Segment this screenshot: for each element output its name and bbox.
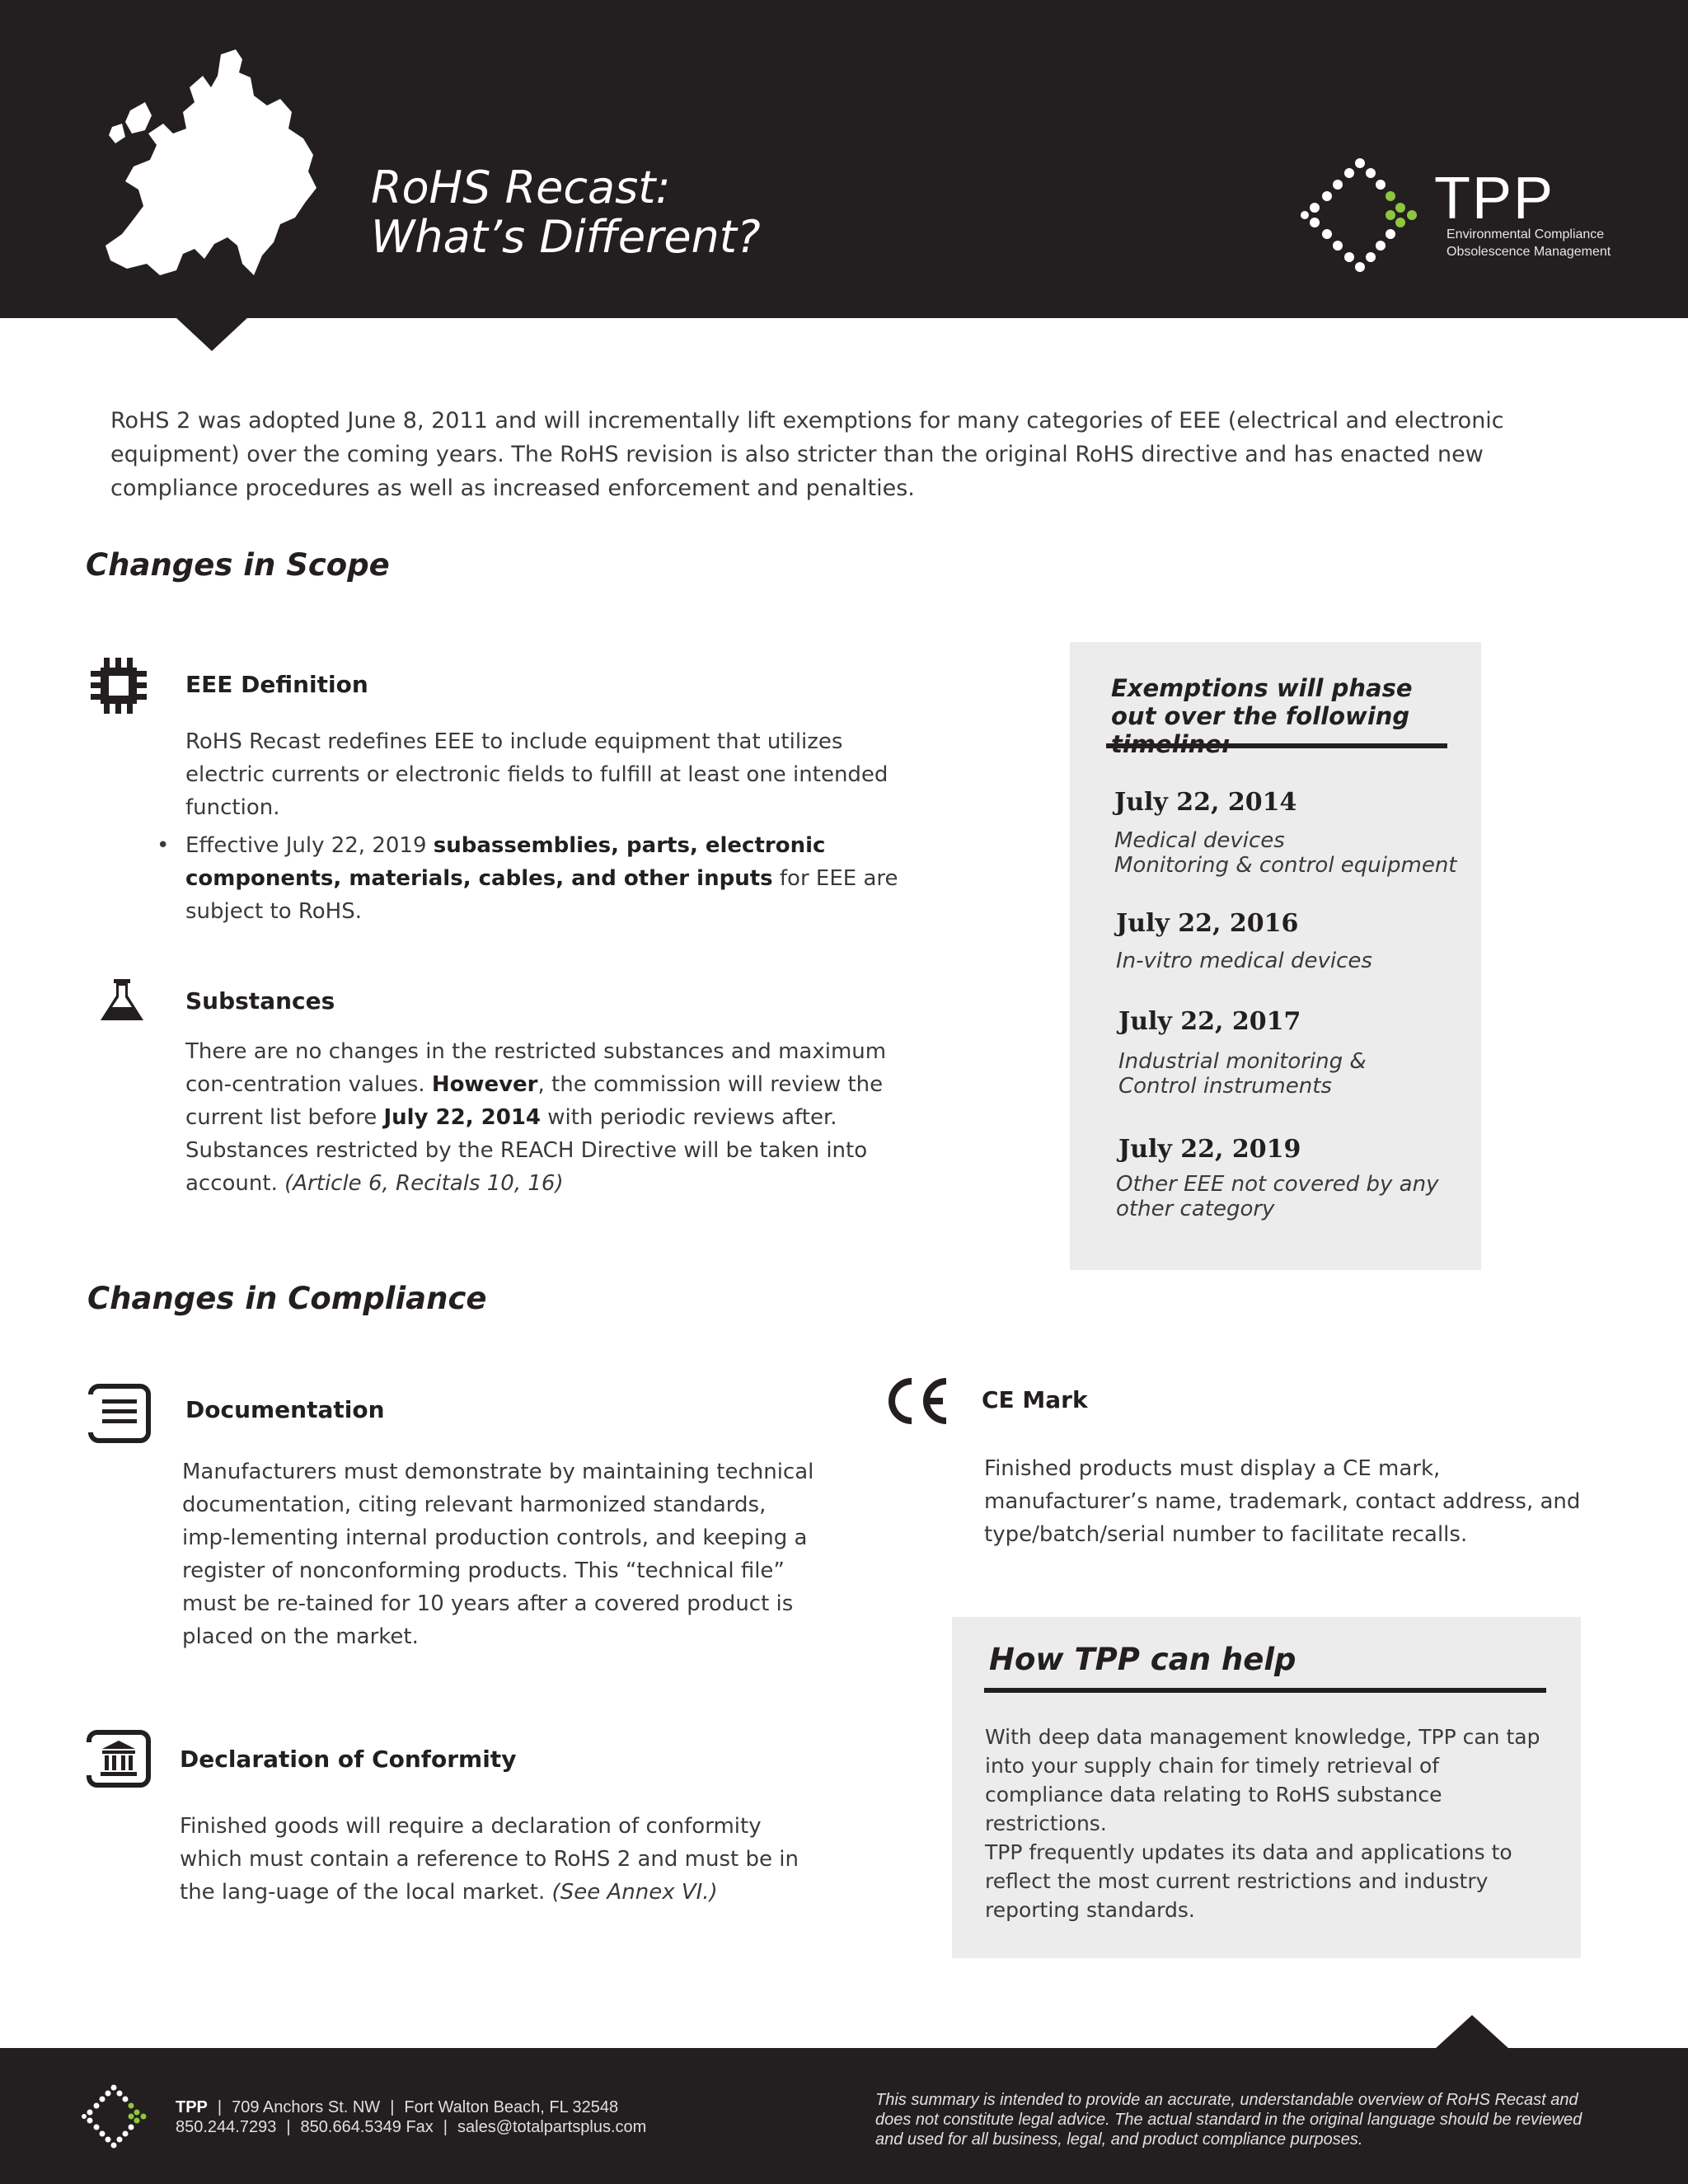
ce-mark-body: Finished products must display a CE mark, manufacturer’s name, trademark, contact address, and type/batch/serial number to facilitate recalls. (984, 1456, 1581, 1547)
title-line-2: What’s Different? (371, 211, 761, 263)
eee-definition-title: EEE Definition (185, 671, 368, 698)
europe-map-icon (97, 48, 324, 279)
timeline-date: July 22, 2014 (1114, 788, 1297, 817)
timeline-title: Exemptions will phase out over the following (1111, 674, 1413, 730)
footer-contact-line-1: TPP | 709 Anchors St. NW | Fort Walton Beach, FL 32548 (176, 2098, 619, 2116)
microchip-icon (89, 656, 148, 715)
compliance-heading: Changes in Compliance (87, 1281, 487, 1316)
footer-contact (176, 2097, 646, 2137)
documentation-title: Documentation (185, 1396, 385, 1423)
ce-mark-title: CE Mark (982, 1386, 1088, 1413)
eee-bullet-text: Effective July 22, 2019 subassemblies, parts, electronic components, materials, cables, and other inputs for EEE are subject to RoHS. (185, 833, 898, 924)
footer-phone: 850.244.7293 (176, 2118, 277, 2136)
footer-disclaimer: This summary is intended to provide an accurate, understandable overview of RoHS Recast and does not constitute legal advice. The actual standard in the original language should be reviewed and used for all business, legal, and product compliance purposes. (875, 2091, 1582, 2149)
document-icon (87, 1383, 152, 1444)
footer-fax: 850.664.5349 Fax (300, 2118, 434, 2136)
timeline-desc: Monitoring & control equipment (1114, 853, 1457, 878)
help-divider (984, 1688, 1546, 1693)
footer-email-link[interactable]: sales@totalpartsplus.com (457, 2118, 647, 2136)
header-notch (175, 316, 249, 351)
eee-definition-body: RoHS Recast redefines EEE to include equipment that utilizes electric currents or electronic fields to fulfill at least one intended function. (185, 729, 889, 820)
footer-tpp-logo-icon (81, 2083, 147, 2149)
timeline-desc: In-vitro medical devices (1116, 949, 1372, 973)
timeline-desc: Industrial monitoring & (1118, 1049, 1367, 1074)
footer-address: 709 Anchors St. NW (232, 2098, 381, 2116)
timeline-desc: Other EEE not covered by any (1116, 1172, 1439, 1197)
declaration-title: Declaration of Conformity (180, 1746, 517, 1773)
footer-contact-line-2: 850.244.7293 | 850.664.5349 Fax | sales@totalpartsplus.com (176, 2118, 647, 2136)
intro-paragraph: RoHS 2 was adopted June 8, 2011 and will incrementally lift exemptions for many categories of EEE (electrical and electronic equipment) over the coming years. The RoHS revision is also stricter than the original RoHS directive and has enacted new compliance procedures as well as increased enforcement and penalties. (110, 408, 1504, 501)
footer-city: Fort Walton Beach, FL 32548 (404, 2098, 619, 2116)
scope-heading: Changes in Scope (86, 547, 390, 583)
bullet-marker: • (157, 833, 170, 858)
courthouse-icon (86, 1729, 152, 1788)
footer-notch (1435, 2015, 1509, 2049)
substances-title: Substances (185, 987, 335, 1015)
timeline-desc: Medical devices (1114, 828, 1285, 853)
help-paragraph-1: With deep data management knowledge, TPP can tap into your supply chain for timely retrieval of compliance data relating to RoHS substance restrictions. (985, 1725, 1540, 1835)
tpp-logo-icon (1298, 157, 1422, 274)
substances-body: There are no changes in the restricted substances and maximum con-centration values. However, the commission will review the current list before July 22, 2014 with periodic reviews after. Substances restricted by the REACH Directive will be taken into account. (Article 6, Recitals 10, 16) (185, 1039, 887, 1196)
tpp-tagline (1447, 226, 1611, 260)
timeline-desc: Control instruments (1118, 1074, 1332, 1099)
help-paragraph-2: TPP frequently updates its data and applications to reflect the most current restrictions and industry reporting standards. (985, 1840, 1512, 1922)
title-line-1: RoHS Recast: (371, 162, 671, 213)
help-title: How TPP can help (989, 1642, 1296, 1677)
timeline-divider (1106, 743, 1447, 748)
tpp-brand-name: TPP (1434, 166, 1555, 232)
tagline-line-1: Environmental Compliance (1447, 227, 1605, 241)
flask-icon (99, 977, 145, 1024)
documentation-body: Manufacturers must demonstrate by maintaining technical documentation, citing relevant harmonized standards, imp-lementing internal production controls, and keeping a register of nonconforming products. This “technical file” must be re-tained for 10 years after a covered product is placed on the market. (182, 1460, 814, 1649)
timeline-date: July 22, 2019 (1118, 1135, 1301, 1164)
timeline-date: July 22, 2016 (1116, 909, 1299, 938)
footer-brand: TPP (176, 2098, 208, 2116)
timeline-date: July 22, 2017 (1118, 1007, 1301, 1036)
declaration-body: Finished goods will require a declaration of conformity which must contain a reference to RoHS 2 and must be in the lang-uage of the local market. (See Annex VI.) (180, 1814, 799, 1905)
timeline-desc: other category (1116, 1197, 1275, 1221)
ce-mark-icon (884, 1375, 950, 1427)
tagline-line-2: Obsolescence Management (1447, 245, 1611, 259)
page-title (371, 163, 761, 262)
